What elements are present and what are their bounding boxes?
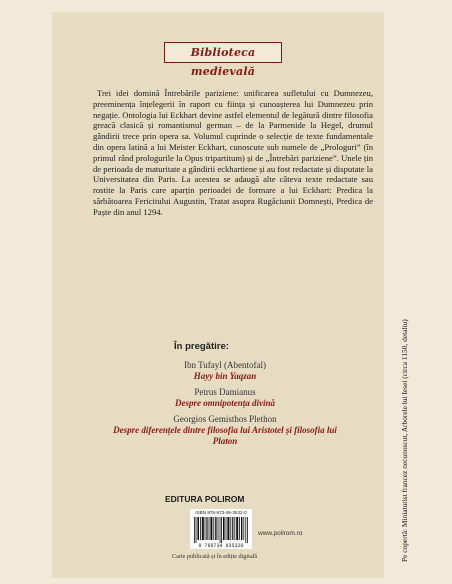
publisher-name: EDITURA POLIROM (165, 494, 245, 504)
barcode-digits: 9 789734 635320 (198, 543, 244, 549)
isbn-number: ISBN 978-973-46-3532-0 (195, 510, 247, 515)
book-description: Trei idei domină Întrebările pariziene: unificarea sufletului cu Dumnezeu, preeminența înțelegerii în raport cu ființa și cunoașterea lui Dumnezeu prin negație. Ontologia lui Eckhart devine astfel elementul de legătură dintre filosofia greacă clasică și romantismul german – de la Parmenide la Hegel, drumul gândirii trece prin opera sa. Volumul cuprinde o selecție de texte fundamentale din opera latină a lui Meister Eckhart, cunoscute sub numele de „Prologuri” (în primul rând prologurile la Opus tripartitum) și de „Întrebări pariziene”. Unele țin de perioada de maturitate a gândirii eckhartiene și au fost redactate și disputate la Universitatea din Paris. La acestea se adaugă alte câteva texte redactate sau rostite la Paris care aparțin perioadei de formare a lui Eckhart: Predica la sărbătoarea Fericitului Augustin, Tratat asupra Rugăciunii Domnești, Predica de Paște din anul 1294. (93, 88, 373, 217)
series-label: Biblioteca medievală (164, 42, 282, 63)
forthcoming-item (100, 360, 350, 382)
cover-image-credit: Pe copertă: Miniaturist francez necunoscut, Arborele lui Iesei (circa 1150, detaliu) (400, 319, 409, 562)
publisher-website: www.polirom.ro (258, 530, 303, 537)
forthcoming-author: Petrus Damianus (194, 387, 256, 397)
barcode (190, 509, 252, 549)
forthcoming-list (100, 360, 350, 452)
forthcoming-title: Despre omnipotența divină (174, 398, 275, 408)
digital-edition-note: Carte publicată și în ediție digitală (172, 553, 258, 560)
forthcoming-item (100, 414, 350, 447)
barcode-bars (193, 517, 249, 543)
forthcoming-item (100, 387, 350, 409)
forthcoming-author: Georgios Gemisthos Plethon (173, 414, 277, 424)
forthcoming-heading: În pregătire: (174, 341, 229, 352)
forthcoming-author: Ibn Tufayl (Abentofal) (184, 360, 266, 370)
forthcoming-title: Hayy bin Yaqzan (193, 371, 257, 381)
forthcoming-title: Despre diferențele dintre filosofia lui Aristotel și filosofia lui Platon (113, 425, 337, 446)
